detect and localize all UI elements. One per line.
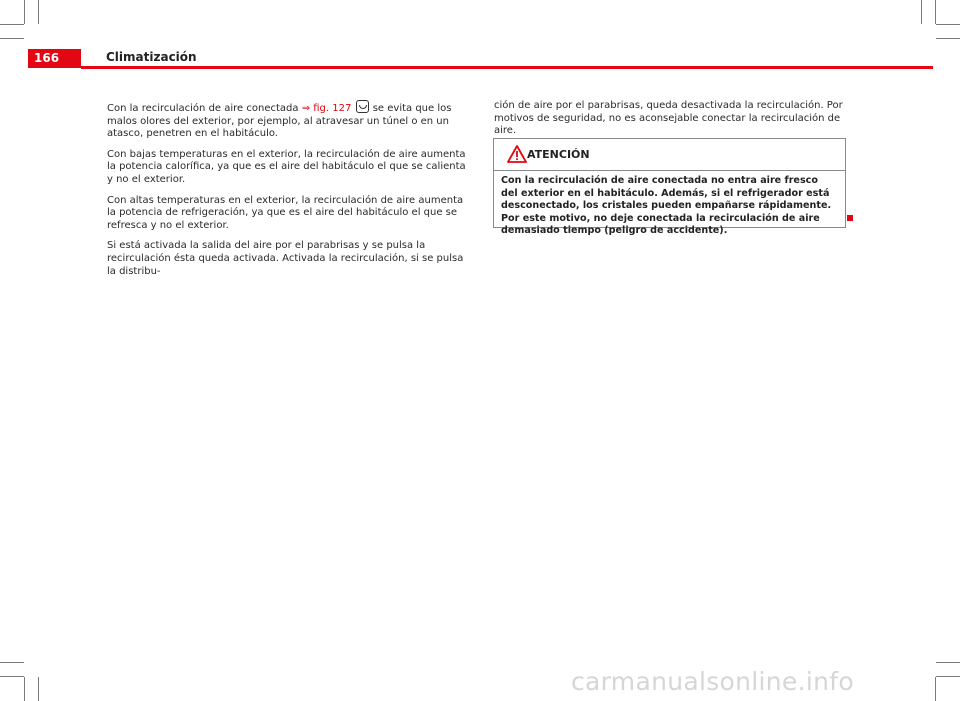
watermark: carmanualsonline.info: [571, 667, 854, 696]
paragraph: ción de aire por el parabrisas, queda desactivada la recirculación. Por motivos de seguridad, no es aconsejable conectar la recirculación de aire.: [494, 100, 843, 137]
paragraph-text: Con la recirculación de aire conectada: [107, 103, 302, 114]
warning-title: ATENCIÓN: [527, 148, 590, 161]
crop-mark: [0, 662, 24, 663]
paragraph: Si está activada la salida del aire por el parabrisas y se pulsa la recirculación ésta queda activada. Activada la recirculación, si se pulsa la distribu-: [107, 240, 464, 277]
crop-mark: [38, 0, 39, 24]
crop-mark: [936, 24, 960, 25]
warning-box: [493, 138, 846, 237]
crop-mark: [936, 676, 960, 677]
crop-mark: [936, 38, 960, 39]
paragraph-text: se evita que los malos olores del exterior, por ejemplo, al atravesar un túnel o en un atasco, penetren en el habitáculo.: [107, 103, 452, 140]
figure-link[interactable]: ⇒ fig. 127: [301, 103, 352, 114]
warning-triangle-icon: [507, 145, 527, 163]
header-rule: [81, 66, 933, 69]
crop-mark: [0, 676, 24, 677]
crop-mark: [24, 677, 25, 701]
crop-mark: [921, 0, 922, 24]
crop-mark: [0, 24, 24, 25]
page-number: 166: [28, 49, 81, 68]
crop-mark: [38, 677, 39, 701]
crop-mark: [935, 677, 936, 701]
crop-mark: [936, 662, 960, 663]
paragraph: [107, 100, 467, 141]
paragraph: Con altas temperaturas en el exterior, la recirculación de aire aumenta la potencia de refrigeración, ya que es el aire del habitáculo el que se refresca y no el exterior.: [107, 194, 464, 231]
left-column: [107, 100, 467, 286]
crop-mark: [0, 38, 24, 39]
section-title: Climatización: [106, 50, 197, 64]
warning-text: Con la recirculación de aire conectada no entra aire fresco del exterior en el habitáculo. Además, si el refrigerador está desconectado, los cristales pueden empañarse rápidamente. Por este motivo, no deje conectada la recirculación de aire demasiado tiempo (peligro de accidente).: [501, 175, 832, 237]
crop-mark: [24, 0, 25, 24]
air-recirculation-icon: [356, 100, 369, 113]
section-end-marker: [847, 215, 853, 221]
paragraph: Con bajas temperaturas en el exterior, la recirculación de aire aumenta la potencia calorífica, ya que es el aire del habitáculo el que se calienta y no el exterior.: [107, 148, 466, 185]
crop-mark: [935, 0, 936, 24]
warning-header: [494, 139, 845, 171]
